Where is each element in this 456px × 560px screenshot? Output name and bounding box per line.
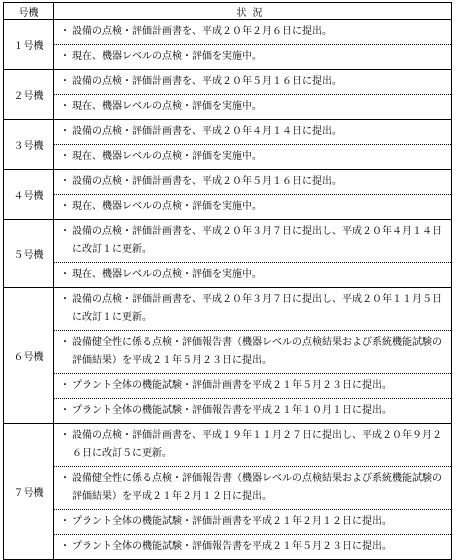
table-row [4,424,452,560]
status-text: 設備の点検・評価計画書を、平成２０年４月１４日に提出。 [72,126,342,137]
status-item [54,194,451,219]
status-text: 現在、機器レベルの点検・評価を実施中。 [72,101,262,112]
bullet-icon: ・ [60,541,70,552]
table-row [4,288,452,424]
status-text: プラント全体の機能試験・評価報告書を平成２１年１０月１日に提出。 [72,405,392,416]
status-item [54,262,451,287]
status-item [54,170,451,194]
table-row [4,220,452,288]
status-cell [54,424,452,560]
status-item [54,120,451,144]
bullet-icon: ・ [60,126,70,137]
unit-cell: ５号機 [4,220,54,288]
status-item [54,220,451,262]
status-text: 現在、機器レベルの点検・評価を実施中。 [72,151,262,162]
table-row [4,70,452,120]
unit-cell: １号機 [4,20,54,70]
bullet-icon: ・ [60,226,70,237]
unit-cell: ３号機 [4,120,54,170]
bullet-icon: ・ [60,337,70,348]
status-item [54,373,451,398]
bullet-icon: ・ [60,516,70,527]
status-text: 設備健全性に係る点検・評価報告書（機器レベルの点検結果および系統機能試験の評価結果）を平成２１年５月２３日に提出。 [72,337,442,366]
status-item [54,94,451,119]
status-cell [54,288,452,424]
status-text: 設備の点検・評価計画書を、平成２０年５月１６日に提出。 [72,76,342,87]
header-row [4,3,452,20]
status-item [54,288,451,330]
bullet-icon: ・ [60,76,70,87]
bullet-icon: ・ [60,380,70,391]
bullet-icon: ・ [60,430,70,441]
unit-cell: ７号機 [4,424,54,560]
table-row [4,120,452,170]
table-row [4,20,452,70]
status-cell [54,20,452,70]
status-cell [54,220,452,288]
status-table [3,2,452,560]
bullet-icon: ・ [60,201,70,212]
status-item [54,70,451,94]
bullet-icon: ・ [60,51,70,62]
status-text: 現在、機器レベルの点検・評価を実施中。 [72,51,262,62]
status-text: 設備の点検・評価計画書を、平成２０年２月６日に提出。 [72,26,332,37]
status-cell [54,170,452,220]
bullet-icon: ・ [60,405,70,416]
table-row [4,170,452,220]
status-text: 設備の点検・評価計画書を、平成１９年１１月２７日に提出し、平成２０年９月２６日に改訂５に更新。 [72,430,442,459]
status-item [54,20,451,44]
status-item [54,330,451,373]
bullet-icon: ・ [60,151,70,162]
status-item [54,424,451,466]
bullet-icon: ・ [60,176,70,187]
unit-cell: ２号機 [4,70,54,120]
unit-cell: ６号機 [4,288,54,424]
unit-cell: ４号機 [4,170,54,220]
table-body [4,20,452,560]
bullet-icon: ・ [60,269,70,280]
status-cell [54,120,452,170]
status-text: 設備の点検・評価計画書を、平成２０年３月７日に提出し、平成２０年１１月５日に改訂１に更新。 [72,294,442,323]
status-item [54,144,451,169]
status-item [54,44,451,69]
bullet-icon: ・ [60,294,70,305]
status-text: 設備の点検・評価計画書を、平成２０年３月７日に提出し、平成２０年４月１４日に改訂１に更新。 [72,226,442,255]
header-status: 状況 [54,3,452,20]
status-text: 現在、機器レベルの点検・評価を実施中。 [72,269,262,280]
header-unit: 号機 [4,3,54,20]
status-item [54,509,451,534]
status-item [54,466,451,509]
status-text: プラント全体の機能試験・評価報告書を平成２１年５月２３日に提出。 [72,541,392,552]
bullet-icon: ・ [60,473,70,484]
status-text: 現在、機器レベルの点検・評価を実施中。 [72,201,262,212]
status-text: プラント全体の機能試験・評価計画書を平成２１年２月１２日に提出。 [72,516,392,527]
bullet-icon: ・ [60,26,70,37]
status-item [54,534,451,559]
status-text: 設備の点検・評価計画書を、平成２０年５月１６日に提出。 [72,176,342,187]
status-item [54,398,451,423]
bullet-icon: ・ [60,101,70,112]
status-text: 設備健全性に係る点検・評価報告書（機器レベルの点検結果および系統機能試験の評価結果）を平成２１年２月１２日に提出。 [72,473,442,502]
status-cell [54,70,452,120]
status-text: プラント全体の機能試験・評価計画書を平成２１年５月２３日に提出。 [72,380,392,391]
